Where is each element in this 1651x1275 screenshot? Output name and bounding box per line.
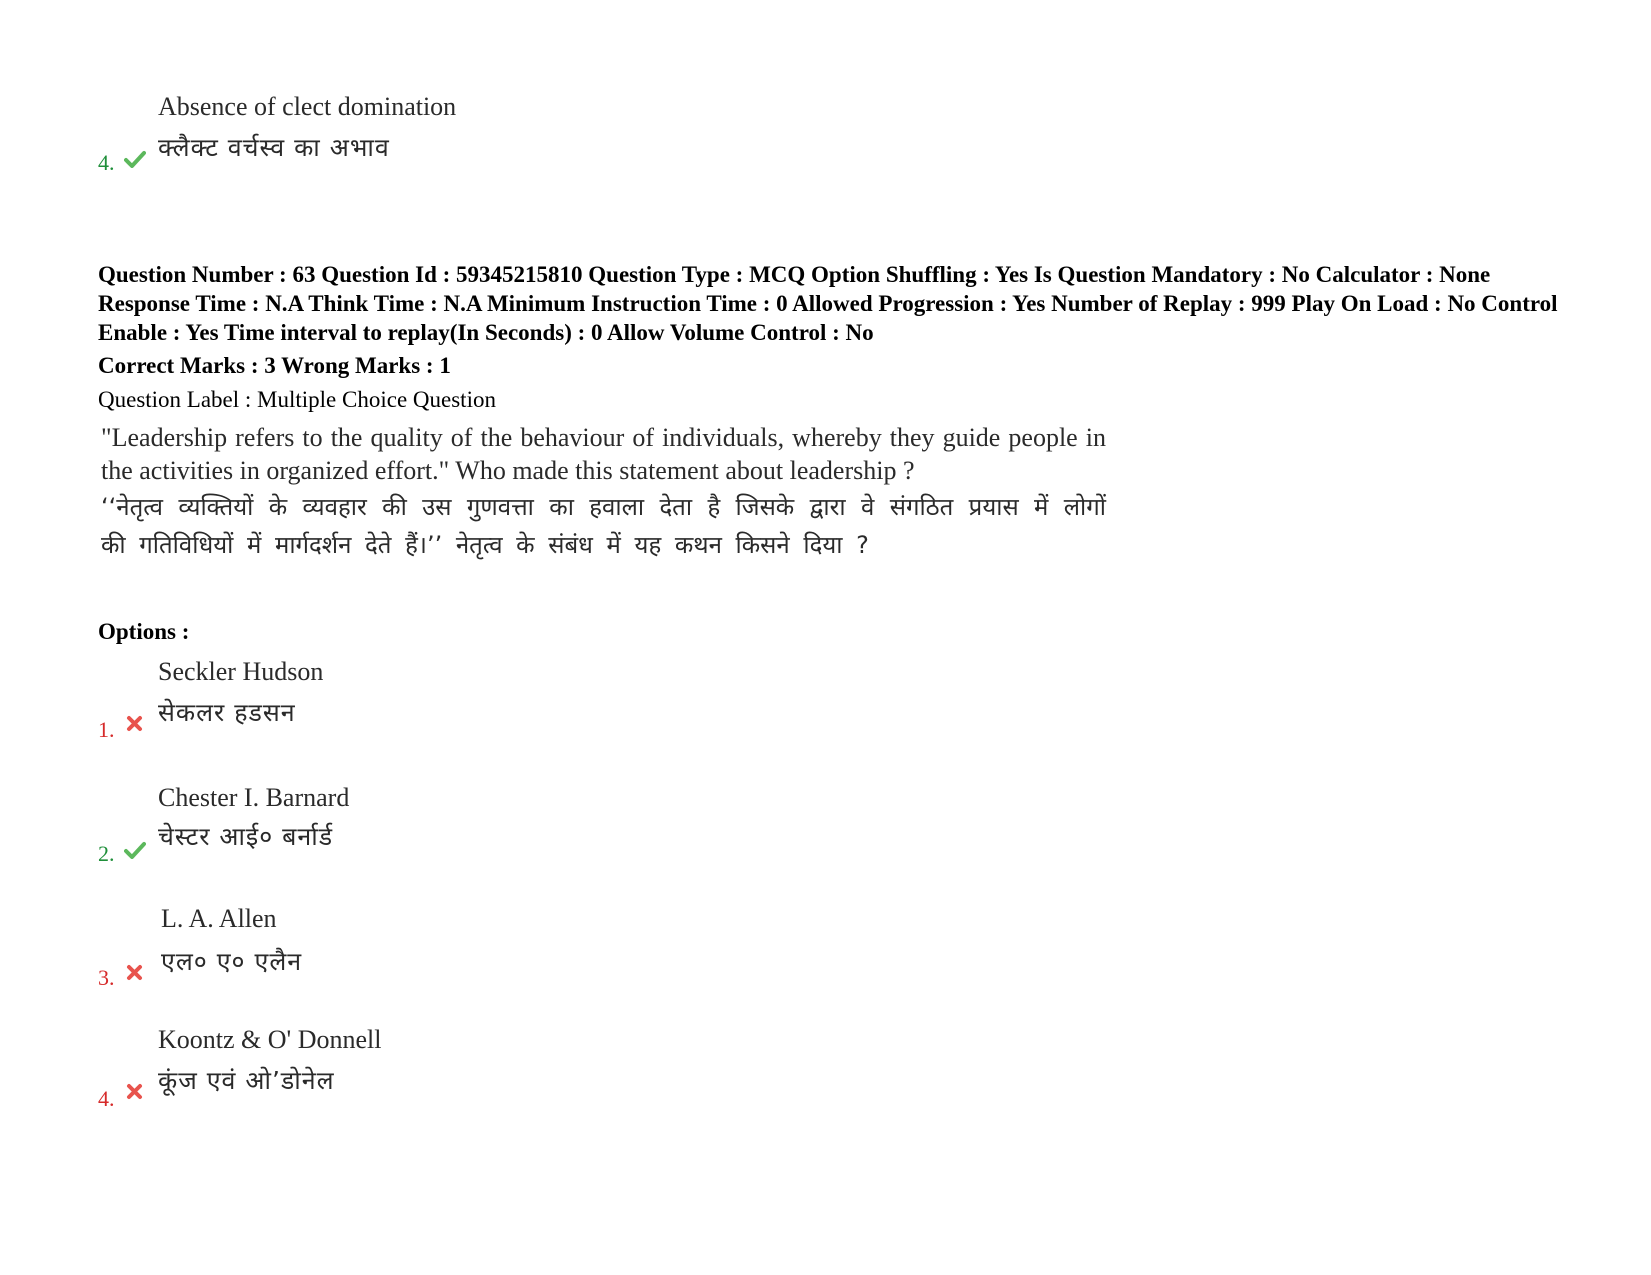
cross-icon [124,715,146,733]
check-icon [124,841,146,859]
option-text-en: L. A. Allen [161,904,277,933]
option-number: 4. [98,1086,115,1111]
option-text-en: Chester I. Barnard [158,783,350,812]
question-marks: Correct Marks : 3 Wrong Marks : 1 [98,353,451,378]
option-text-en: Absence of clect domination [158,92,457,121]
option-3 [98,902,698,992]
option-4 [98,1023,698,1113]
cross-icon [124,964,146,982]
question-text-hi: ‘‘नेतृत्व व्यक्तियों के व्यवहार की उस गुणवत्ता का हवाला देता है जिसके द्वारा वे संगठित प्रयास में लोगों की गतिविधियों में मार्गदर्शन देते हैं।’’ नेतृत्व के संबंध में यह कथन किसने दिया ? [101,493,1106,559]
option-number: 1. [98,717,115,742]
option-2 [98,781,698,871]
question-text-en: "Leadership refers to the quality of the behaviour of individuals, whereby they guide people in the activities in organized effort." Who made this statement about leadership ? [101,423,1106,485]
options-heading: Options : [98,619,190,644]
cross-icon [124,1083,146,1101]
prev-option-4 [98,92,698,182]
option-1 [98,655,698,745]
option-number: 2. [98,841,115,866]
question-meta: Question Number : 63 Question Id : 59345215810 Question Type : MCQ Option Shuffling : Yes Is Question Mandatory : No Calculator : None Response Time : N.A Think Time : N.A Minimum Instruction Time : 0 Allowed Progression : Yes Number of Replay : 999 Play On Load : No Control Enable : Yes Time interval to replay(In Seconds) : 0 Allow Volume Control : No [98,262,1558,345]
question-label: Question Label : Multiple Choice Question [98,387,496,412]
option-text-hi: चेस्टर आई० बर्नार्ड [158,822,334,851]
option-text-hi: कूंज एवं ओ’डोनेल [158,1066,335,1095]
option-text-hi: सेकलर हडसन [158,698,296,727]
option-text-hi: एल० ए० एलैन [161,947,303,976]
option-number: 4. [98,150,115,175]
check-icon [124,150,146,168]
option-text-en: Koontz & O' Donnell [158,1025,382,1054]
option-number: 3. [98,965,115,990]
option-text-en: Seckler Hudson [158,657,324,686]
option-text-hi: क्लैक्ट वर्चस्व का अभाव [158,133,390,162]
